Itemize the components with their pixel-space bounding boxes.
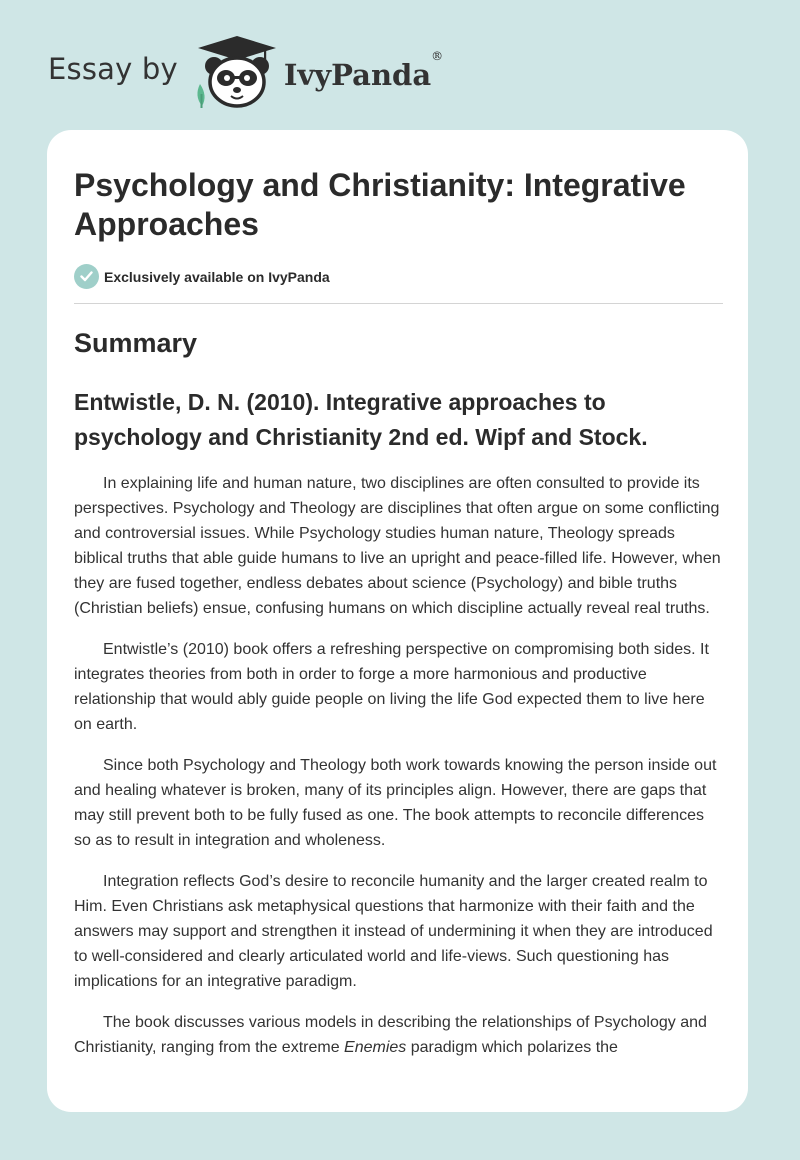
- ivypanda-wordmark: [283, 49, 444, 92]
- emphasis-text: Enemies: [344, 1039, 407, 1056]
- essay-card: [47, 130, 748, 1112]
- page-title: Psychology and Christianity: Integrative Approaches: [74, 167, 686, 242]
- check-circle-icon: [74, 264, 99, 289]
- paragraph: Since both Psychology and Theology both work towards knowing the person inside out and healing whatever is broken, many of its principles align. However, there are gaps that may still prevent both to be fully fused as one. The book attempts to reconcile differences so as to result in integration and wholeness.: [74, 757, 717, 849]
- exclusive-badge: [74, 264, 330, 289]
- paragraph: In explaining life and human nature, two disciplines are often consulted to provide its perspectives. Psychology and Theology are disciplines that often argue on some conflicting and controversial issues. While Psychology studies human nature, Theology spreads biblical truths that able guide humans to live an upright and peace-filled life. However, when they are fused together, endless debates about science (Psychology) and bible truths (Christian beliefs) ensue, confusing humans on which discipline actually reveal real truths.: [74, 475, 721, 617]
- citation-heading: Entwistle, D. N. (2010). Integrative approaches to psychology and Christianity 2nd ed. Wipf and Stock.: [74, 389, 648, 450]
- paragraph-text: The book discusses various models in describing the relationships of Psychology and Christianity, ranging from the extreme: [74, 1014, 707, 1056]
- panda-graduate-icon: [192, 34, 282, 110]
- paragraph: [74, 1010, 724, 1060]
- site-header-logo[interactable]: [48, 34, 443, 110]
- essay-by-label: Essay by: [48, 52, 178, 86]
- paragraph: Entwistle’s (2010) book offers a refreshing perspective on compromising both sides. It integrates theories from both in order to forge a more harmonious and productive relationship that would ably guide people on living the life God expected them to live here on earth.: [74, 641, 709, 733]
- registered-mark: ®: [431, 49, 444, 64]
- exclusive-label: Exclusively available on IvyPanda: [104, 268, 330, 285]
- paragraph: Integration reflects God’s desire to reconcile humanity and the larger created realm to Him. Even Christians ask metaphysical questions that harmonize with their faith and the answers may support and strengthen it instead of undermining it when they are introduced to well-considered and clearly articulated world and life-views. Such questioning has implications for an integrative paradigm.: [74, 873, 713, 990]
- section-heading: Summary: [74, 328, 198, 358]
- paragraph-text: paradigm which polarizes the: [406, 1039, 618, 1056]
- brand-name: IvyPanda: [283, 58, 432, 92]
- essay-body: [74, 471, 724, 1076]
- divider: [74, 303, 723, 304]
